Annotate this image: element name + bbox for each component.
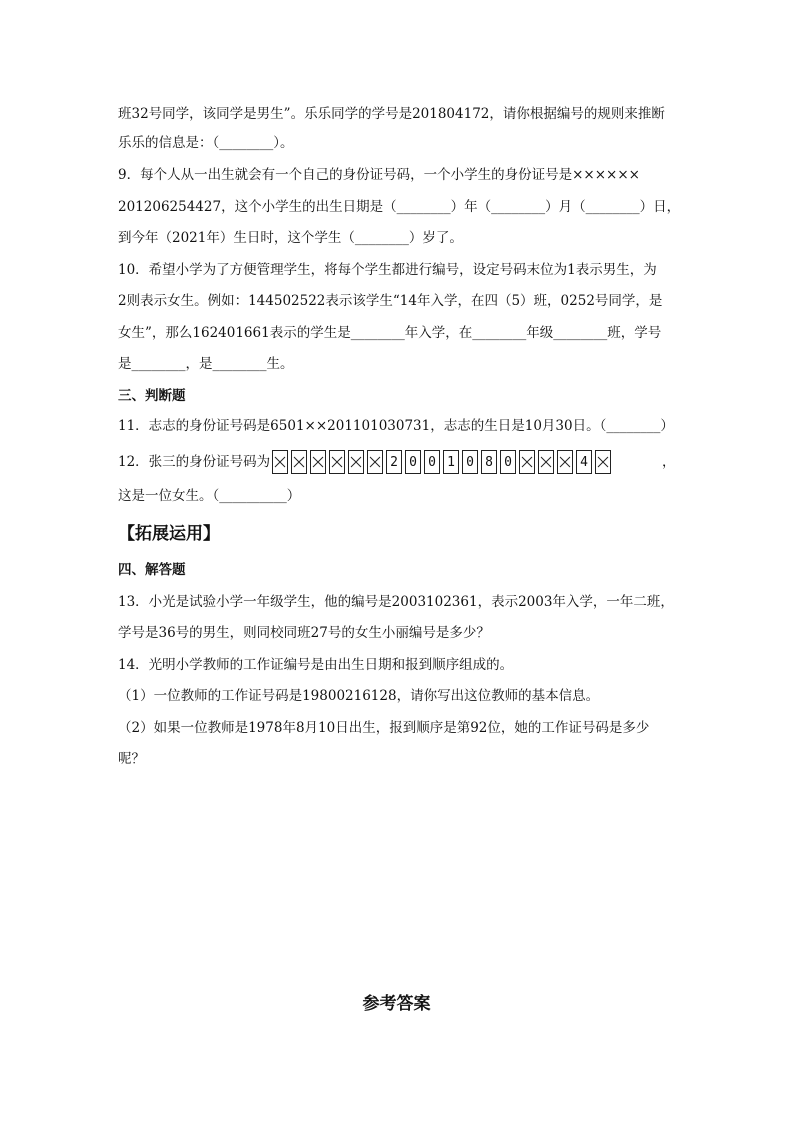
extension-title: 【拓展运用】 — [118, 524, 220, 544]
section-judgement-title: 三、判断题 — [118, 388, 186, 404]
q9-line1: 9．每个人从一出生就会有一个自己的身份证号码，一个小学生的身份证号是×××××× — [118, 167, 640, 183]
id-number-boxes — [272, 450, 614, 474]
q12-end-comma: ， — [662, 454, 676, 470]
id-cell-cross-icon — [595, 450, 611, 474]
q10-line4: 是________，是________生。 — [118, 356, 294, 372]
id-cell-cross-icon — [538, 450, 554, 474]
id-cell-digit: 2 — [386, 450, 402, 474]
q13-line2: 学号是36号的男生，则同校同班27号的女生小丽编号是多少？ — [118, 625, 490, 641]
q14-line1: 14．光明小学教师的工作证编号是由出生日期和报到顺序组成的。 — [118, 657, 514, 673]
id-cell-digit: 0 — [424, 450, 440, 474]
id-cell-cross-icon — [272, 450, 288, 474]
answer-title: 参考答案 — [362, 994, 431, 1014]
id-cell-digit: 8 — [481, 450, 497, 474]
id-cell-digit: 0 — [500, 450, 516, 474]
id-cell-cross-icon — [291, 450, 307, 474]
q9-line3: 到今年（2021年）生日时，这个学生（________）岁了。 — [118, 230, 463, 246]
q9-line2: 201206254427，这个小学生的出生日期是（________）年（________）月（________）日， — [118, 199, 681, 215]
q8-line2: 乐乐的信息是：（________）。 — [118, 135, 294, 151]
q14-sub1: （1）一位教师的工作证号码是19800216128，请你写出这位教师的基本信息。 — [118, 688, 600, 704]
q12-line2: 这是一位女生。（__________） — [118, 488, 301, 504]
id-cell-digit: 4 — [576, 450, 592, 474]
id-cell-digit: 1 — [443, 450, 459, 474]
id-cell-cross-icon — [519, 450, 535, 474]
q10-line3: 女生”，那么162401661表示的学生是________年入学，在________年级________班，学号 — [118, 325, 662, 341]
q14-sub2-line1: （2）如果一位教师是1978年8月10日出生，报到顺序是第92位，她的工作证号码是多少 — [118, 720, 650, 736]
id-cell-digit: 0 — [462, 450, 478, 474]
id-cell-cross-icon — [329, 450, 345, 474]
id-cell-cross-icon — [310, 450, 326, 474]
section-answer-title: 四、解答题 — [118, 562, 186, 578]
id-cell-cross-icon — [348, 450, 364, 474]
q11-text: 11．志志的身份证号码是6501××201101030731，志志的生日是10月30日。（________） — [118, 418, 674, 434]
id-cell-cross-icon — [557, 450, 573, 474]
id-cell-digit: 0 — [405, 450, 421, 474]
q10-line2: 2则表示女生。例如：144502522表示该学生“14年入学，在四（5）班，0252号同学，是 — [118, 293, 663, 309]
q12-label: 12．张三的身份证号码为 — [118, 454, 271, 470]
q13-line1: 13．小光是试验小学一年级学生，他的编号是2003102361，表示2003年入学，一年二班， — [118, 594, 674, 610]
q8-line1: 班32号同学，该同学是男生”。乐乐同学的学号是201804172，请你根据编号的规则来推断 — [118, 106, 665, 122]
q14-sub2-line2: 呢？ — [118, 751, 145, 767]
q10-line1: 10．希望小学为了方便管理学生，将每个学生都进行编号，设定号码末位为1表示男生，为 — [118, 262, 657, 278]
id-cell-cross-icon — [367, 450, 383, 474]
